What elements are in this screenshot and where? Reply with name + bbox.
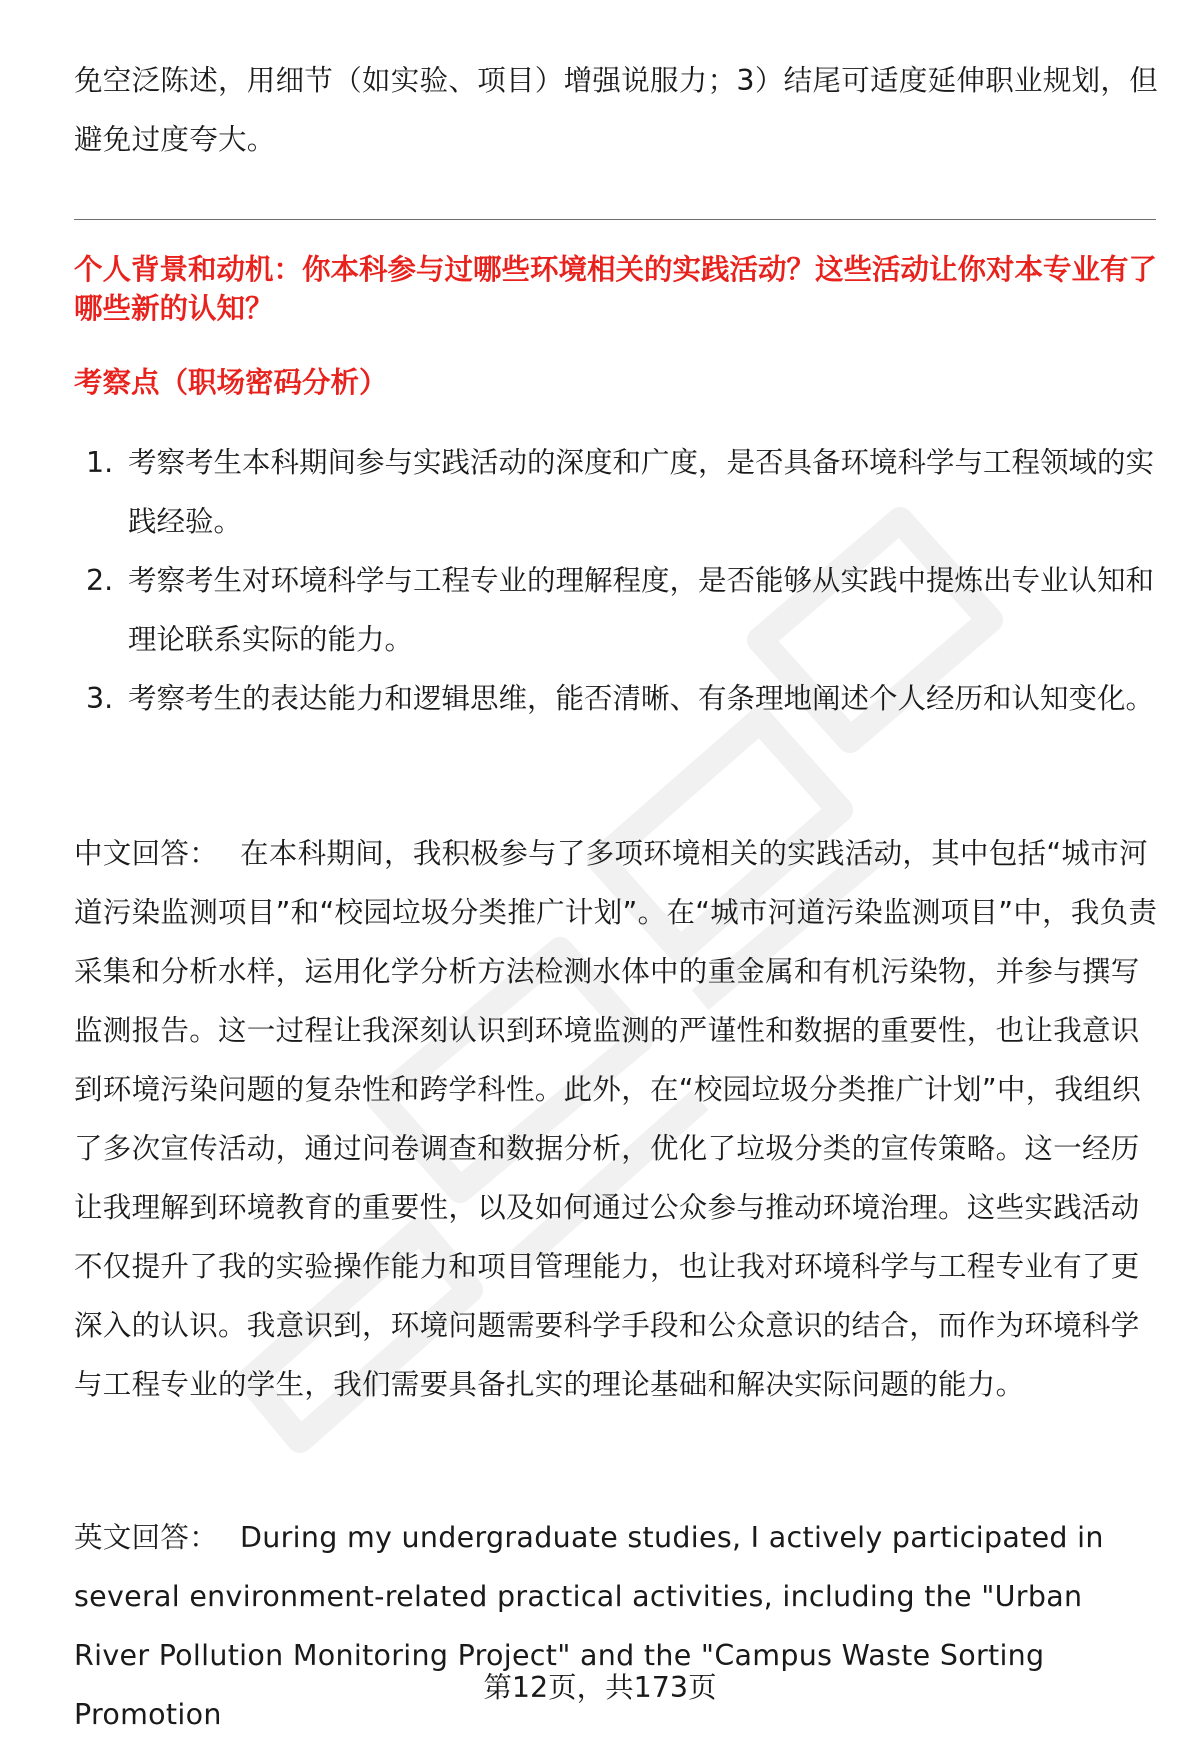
english-answer-text: During my undergraduate studies, I actively participated in several environment-related practical activities, including the "Urban River Pollution Monitoring Project" and the "Campus Waste Sorting Promotion — [74, 1521, 1104, 1731]
list-item-number: 1. — [86, 446, 114, 479]
page-number: 第12页，共173页 — [483, 1671, 717, 1704]
list-item-text: 考察考生对环境科学与工程专业的理解程度，是否能够从实践中提炼出专业认知和理论联系实际的能力。 — [128, 564, 1155, 656]
list-item — [74, 669, 1159, 728]
list-item — [74, 551, 1159, 669]
chinese-answer — [74, 824, 1159, 1414]
chinese-answer-label: 中文回答： — [74, 837, 219, 870]
english-answer — [74, 1508, 1159, 1744]
list-item-number: 3. — [86, 682, 114, 715]
list-item-number: 2. — [86, 564, 114, 597]
list-item — [74, 433, 1159, 551]
chinese-answer-text: 在本科期间，我积极参与了多项环境相关的实践活动，其中包括“城市河道污染监测项目”和“校园垃圾分类推广计划”。在“城市河道污染监测项目”中，我负责采集和分析水样，运用化学分析方法检测水体中的重金属和有机污染物，并参与撰写监测报告。这一过程让我深刻认识到环境监测的严谨性和数据的重要性，也让我意识到环境污染问题的复杂性和跨学科性。此外，在“校园垃圾分类推广计划”中，我组织了多次宣传活动，通过问卷调查和数据分析，优化了垃圾分类的宣传策略。这一经历让我理解到环境教育的重要性，以及如何通过公众参与推动环境治理。这些实践活动不仅提升了我的实验操作能力和项目管理能力，也让我对环境科学与工程专业有了更深入的认识。我意识到，环境问题需要科学手段和公众意识的结合，而作为环境科学与工程专业的学生，我们需要具备扎实的理论基础和解决实际问题的能力。 — [74, 837, 1158, 1401]
section-heading: 考察点（职场密码分析） — [74, 366, 388, 399]
assessment-points-list — [74, 433, 1159, 728]
question-heading: 个人背景和动机：你本科参与过哪些环境相关的实践活动？这些活动让你对本专业有了哪些新的认知？ — [74, 253, 1158, 325]
section-divider — [74, 219, 1156, 220]
english-answer-label: 英文回答： — [74, 1521, 219, 1554]
top-paragraph: 免空泛陈述，用细节（如实验、项目）增强说服力；3）结尾可适度延伸职业规划，但避免过度夸大。 — [74, 64, 1159, 156]
list-item-text: 考察考生的表达能力和逻辑思维，能否清晰、有条理地阐述个人经历和认知变化。 — [128, 682, 1155, 715]
list-item-text: 考察考生本科期间参与实践活动的深度和广度，是否具备环境科学与工程领域的实践经验。 — [128, 446, 1155, 538]
